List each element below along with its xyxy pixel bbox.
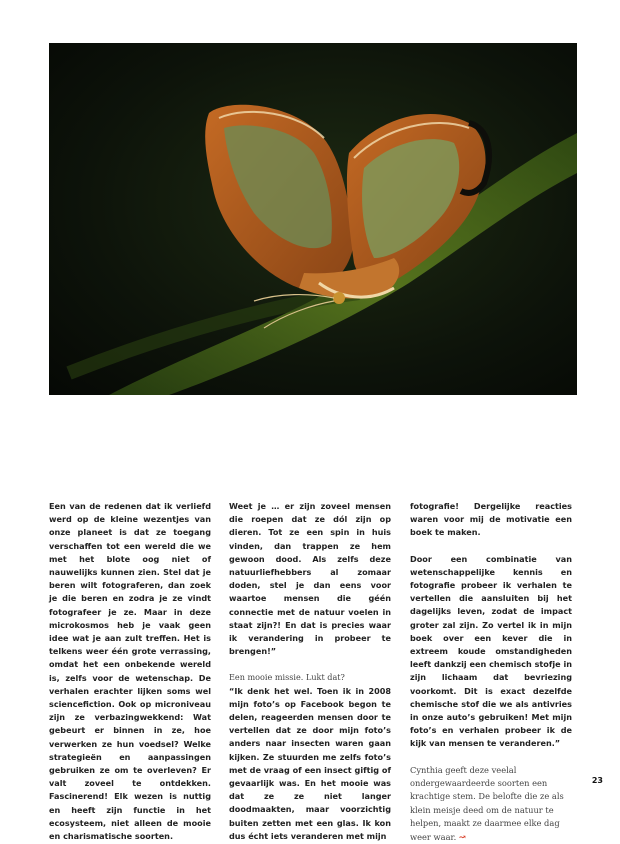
butterfly-photo (49, 43, 577, 395)
article-column-1 (49, 500, 211, 843)
paragraph: Weet je … er zijn zoveel mensen die roepen dat ze dól zijn op dieren. Tot ze een spin in huis vinden, dan trappen ze hem gewoon dood. Als zelfs deze natuurliefhebbers al zomaar doden, stel je dan eens voor waartoe mensen die géén connectie met de natuur voelen in staat zijn?! En dat is precies waar ik verandering in probeer te brengen!” (229, 501, 391, 657)
paragraph: fotografie! Dergelijke reacties waren voor mij de motivatie een boek te maken. (410, 501, 572, 538)
article-column-3 (410, 500, 572, 844)
paragraph: Door een combinatie van wetenschappelijke kennis en fotografie probeer ik verhalen te vertellen die aansluiten bij het dagelijks leven, zodat de impact groter zal zijn. Zo vertel ik in mijn boek over een kever die in extreem koude omstandigheden leeft dankzij een chemisch stofje in zijn lichaam dat bevriezing voorkomt. Dit is exact dezelfde chemische stof die we als antivries in onze auto’s gebruiken! Met mijn foto’s en verhalen probeer ik de kijk van mensen te veranderen.” (410, 553, 572, 749)
butterfly-illustration (49, 43, 577, 395)
closing-text: Cynthia geeft deze veelal ondergewaardeerde soorten een krachtige stem. De belofte die ze als klein meisje deed om de natuur te helpen, maakt ze daarmee elke dag weer waar. (410, 764, 564, 842)
paragraph: Een van de redenen dat ik verliefd werd op de kleine wezentjes van onze planeet is dat ze toegang verschaffen tot een wereld die we met het blote oog niet of nauwelijks kunnen zien. Stel dat je beren wilt fotograferen, dan zoek je die beren en zodra je ze vindt fotografeer je ze. Maar in deze microkosmos heb je vaak geen idee wat je aan zult treffen. Het is telkens weer één grote verrassing, omdat het een onbekende wereld is, zelfs voor de wetenschap. De verhalen erachter lijken soms wel sciencefiction. Ook op microniveau zijn ze verbazingwekkend: Wat gebeurt er binnen in ze, hoe verwerken ze hun voedsel? Welke strategieën en aanpassingen gebruiken ze om te overleven? Er valt zoveel te ontdekken. Fascinerend! Elk wezen is nuttig en heeft zijn functie in het ecosysteem, niet alleen de mooie en charismatische soorten. (49, 501, 211, 842)
closing-paragraph (410, 764, 572, 844)
paragraph: “Ik denk het wel. Toen ik in 2008 mijn foto’s op Facebook begon te delen, reageerden mensen door te vertellen dat ze door mijn foto’s anders naar insecten waren gaan kijken. Ze stuurden me zelfs foto’s met de vraag of een insect giftig of gevaarlijk was. En het mooie was dat ze ze niet langer doodmaakten, maar voorzichtig buiten zetten met een glas. Ik kon dus écht iets veranderen met mijn (229, 685, 391, 841)
page-number: 23 (591, 776, 603, 785)
article-column-2 (229, 500, 391, 843)
end-mark-icon: ↝ (458, 831, 466, 842)
interview-question: Een mooie missie. Lukt dat? (229, 672, 345, 683)
